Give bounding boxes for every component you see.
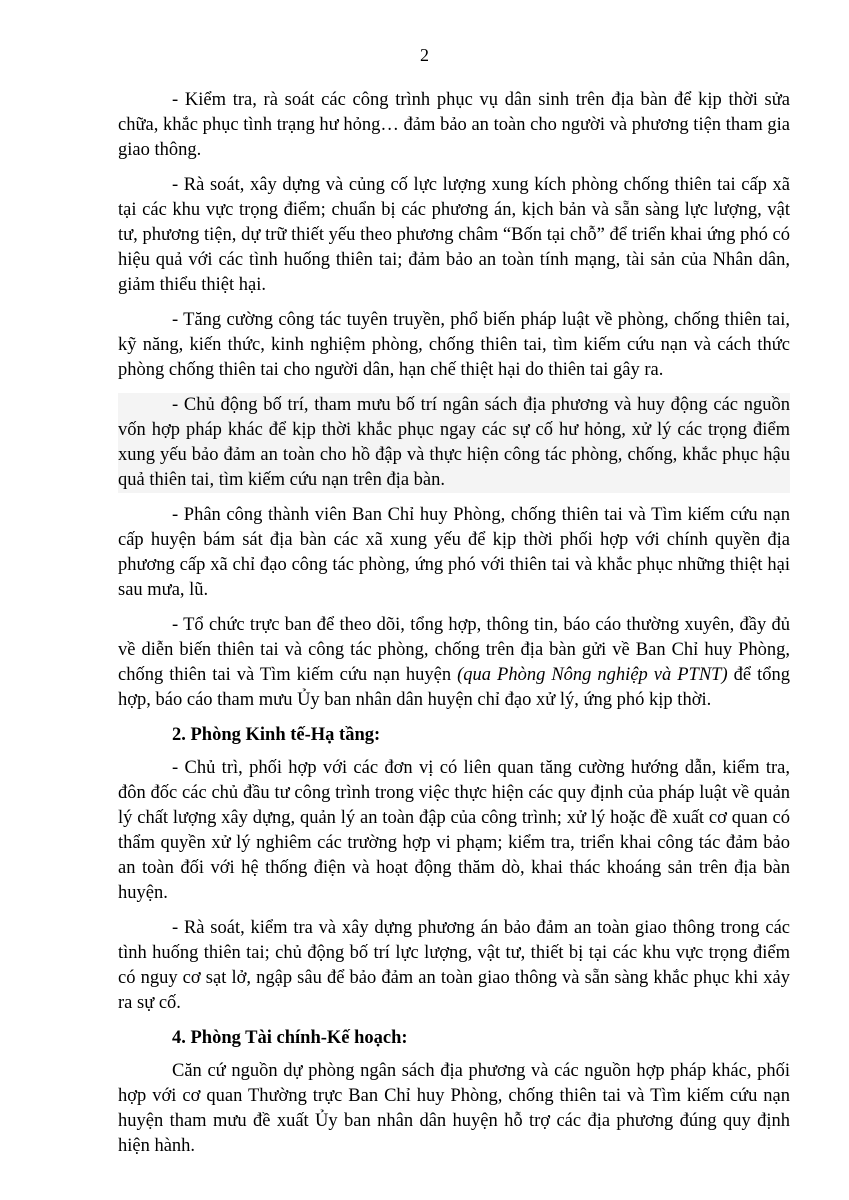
paragraph-response-forces: - Rà soát, xây dựng và củng cố lực lượng xung kích phòng chống thiên tai cấp xã tại các khu vực trọng điểm; chuẩn bị các phương án, kịch bản và sẵn sàng lực lượng, vật tư, phương tiện, dự trữ thiết yếu theo phương châm “Bốn tại chỗ” để triển khai ứng phó có hiệu quả với các tình huống thiên tai; đảm bảo an toàn tính mạng, tài sản của Nhân dân, giảm thiểu thiệt hại.: [118, 175, 790, 295]
paragraph-budget: - Chủ động bố trí, tham mưu bố trí ngân sách địa phương và huy động các nguồn vốn hợp pháp khác để kịp thời khắc phục ngay các sự cố hư hỏng, xử lý các trọng điểm xung yếu bảo đảm an toàn cho hồ đập và thực hiện công tác phòng, chống, khắc phục hậu quả thiên tai, tìm kiếm cứu nạn trên địa bàn.: [118, 393, 790, 493]
section-4-heading: 4. Phòng Tài chính-Kế hoạch:: [172, 1028, 408, 1048]
report-text-italic: (qua Phòng Nông nghiệp và PTNT): [457, 665, 728, 685]
paragraph-assign-members: - Phân công thành viên Ban Chỉ huy Phòng, chống thiên tai và Tìm kiếm cứu nạn cấp huyện bám sát địa bàn các xã xung yếu để kịp thời phối hợp với chính quyền địa phương cấp xã chỉ đạo công tác phòng, ứng phó với thiên tai và khắc phục những thiệt hại sau mưa, lũ.: [118, 505, 790, 600]
section-4-paragraph: Căn cứ nguồn dự phòng ngân sách địa phương và các nguồn hợp pháp khác, phối hợp với cơ quan Thường trực Ban Chỉ huy Phòng, chống thiên tai và Tìm kiếm cứu nạn huyện tham mưu đề xuất Ủy ban nhân dân huyện hỗ trợ các địa phương đúng quy định hiện hành.: [118, 1061, 790, 1156]
section-2-heading: 2. Phòng Kinh tế-Hạ tầng:: [172, 725, 381, 745]
paragraph-propaganda: - Tăng cường công tác tuyên truyền, phổ biến pháp luật về phòng, chống thiên tai, kỹ năng, kiến thức, kinh nghiệm phòng, chống thiên tai, tìm kiếm cứu nạn và cách thức phòng chống thiên tai cho người dân, hạn chế thiệt hại do thiên tai gây ra.: [118, 310, 790, 380]
section-2-paragraph: - Chủ trì, phối hợp với các đơn vị có liên quan tăng cường hướng dẫn, kiểm tra, đôn đốc các chủ đầu tư công trình trong việc thực hiện các quy định của pháp luật về quản lý chất lượng xây dựng, quản lý an toàn đập của công trình; xử lý hoặc đề xuất cơ quan có thẩm quyền xử lý nghiêm các trường hợp vi phạm; kiểm tra, triển khai công tác đảm bảo an toàn đối với hệ thống điện và hoạt động thăm dò, khai thác khoáng sản trên địa bàn huyện.: [118, 758, 790, 903]
report-text-before: - Tổ chức trực ban để theo dõi, tổng hợp, thông tin, báo cáo thường xuyên, đầy đủ về diễn biến thiên tai và công tác phòng, chống trên địa bàn gửi về Ban Chỉ huy Phòng, chống thiên tai và Tìm kiếm cứu nạn huyện: [118, 615, 790, 685]
section-2-paragraph: - Rà soát, kiểm tra và xây dựng phương án bảo đảm an toàn giao thông trong các tình huống thiên tai; chủ động bố trí lực lượng, vật tư, thiết bị tại các khu vực trọng điểm có nguy cơ sạt lở, ngập sâu để bảo đảm an toàn giao thông và sẵn sàng khắc phục khi xảy ra sự cố.: [118, 918, 790, 1013]
document-body: [118, 88, 790, 1169]
paragraph-duty-report: [118, 613, 790, 713]
page-number: 2: [420, 45, 429, 65]
paragraph-inspect-works: - Kiểm tra, rà soát các công trình phục vụ dân sinh trên địa bàn để kịp thời sửa chữa, khắc phục tình trạng hư hỏng… đảm bảo an toàn cho người và phương tiện tham gia giao thông.: [118, 90, 790, 160]
report-text-after: để tổng hợp, báo cáo tham mưu Ủy ban nhân dân huyện chỉ đạo xử lý, ứng phó kịp thời.: [118, 665, 790, 710]
